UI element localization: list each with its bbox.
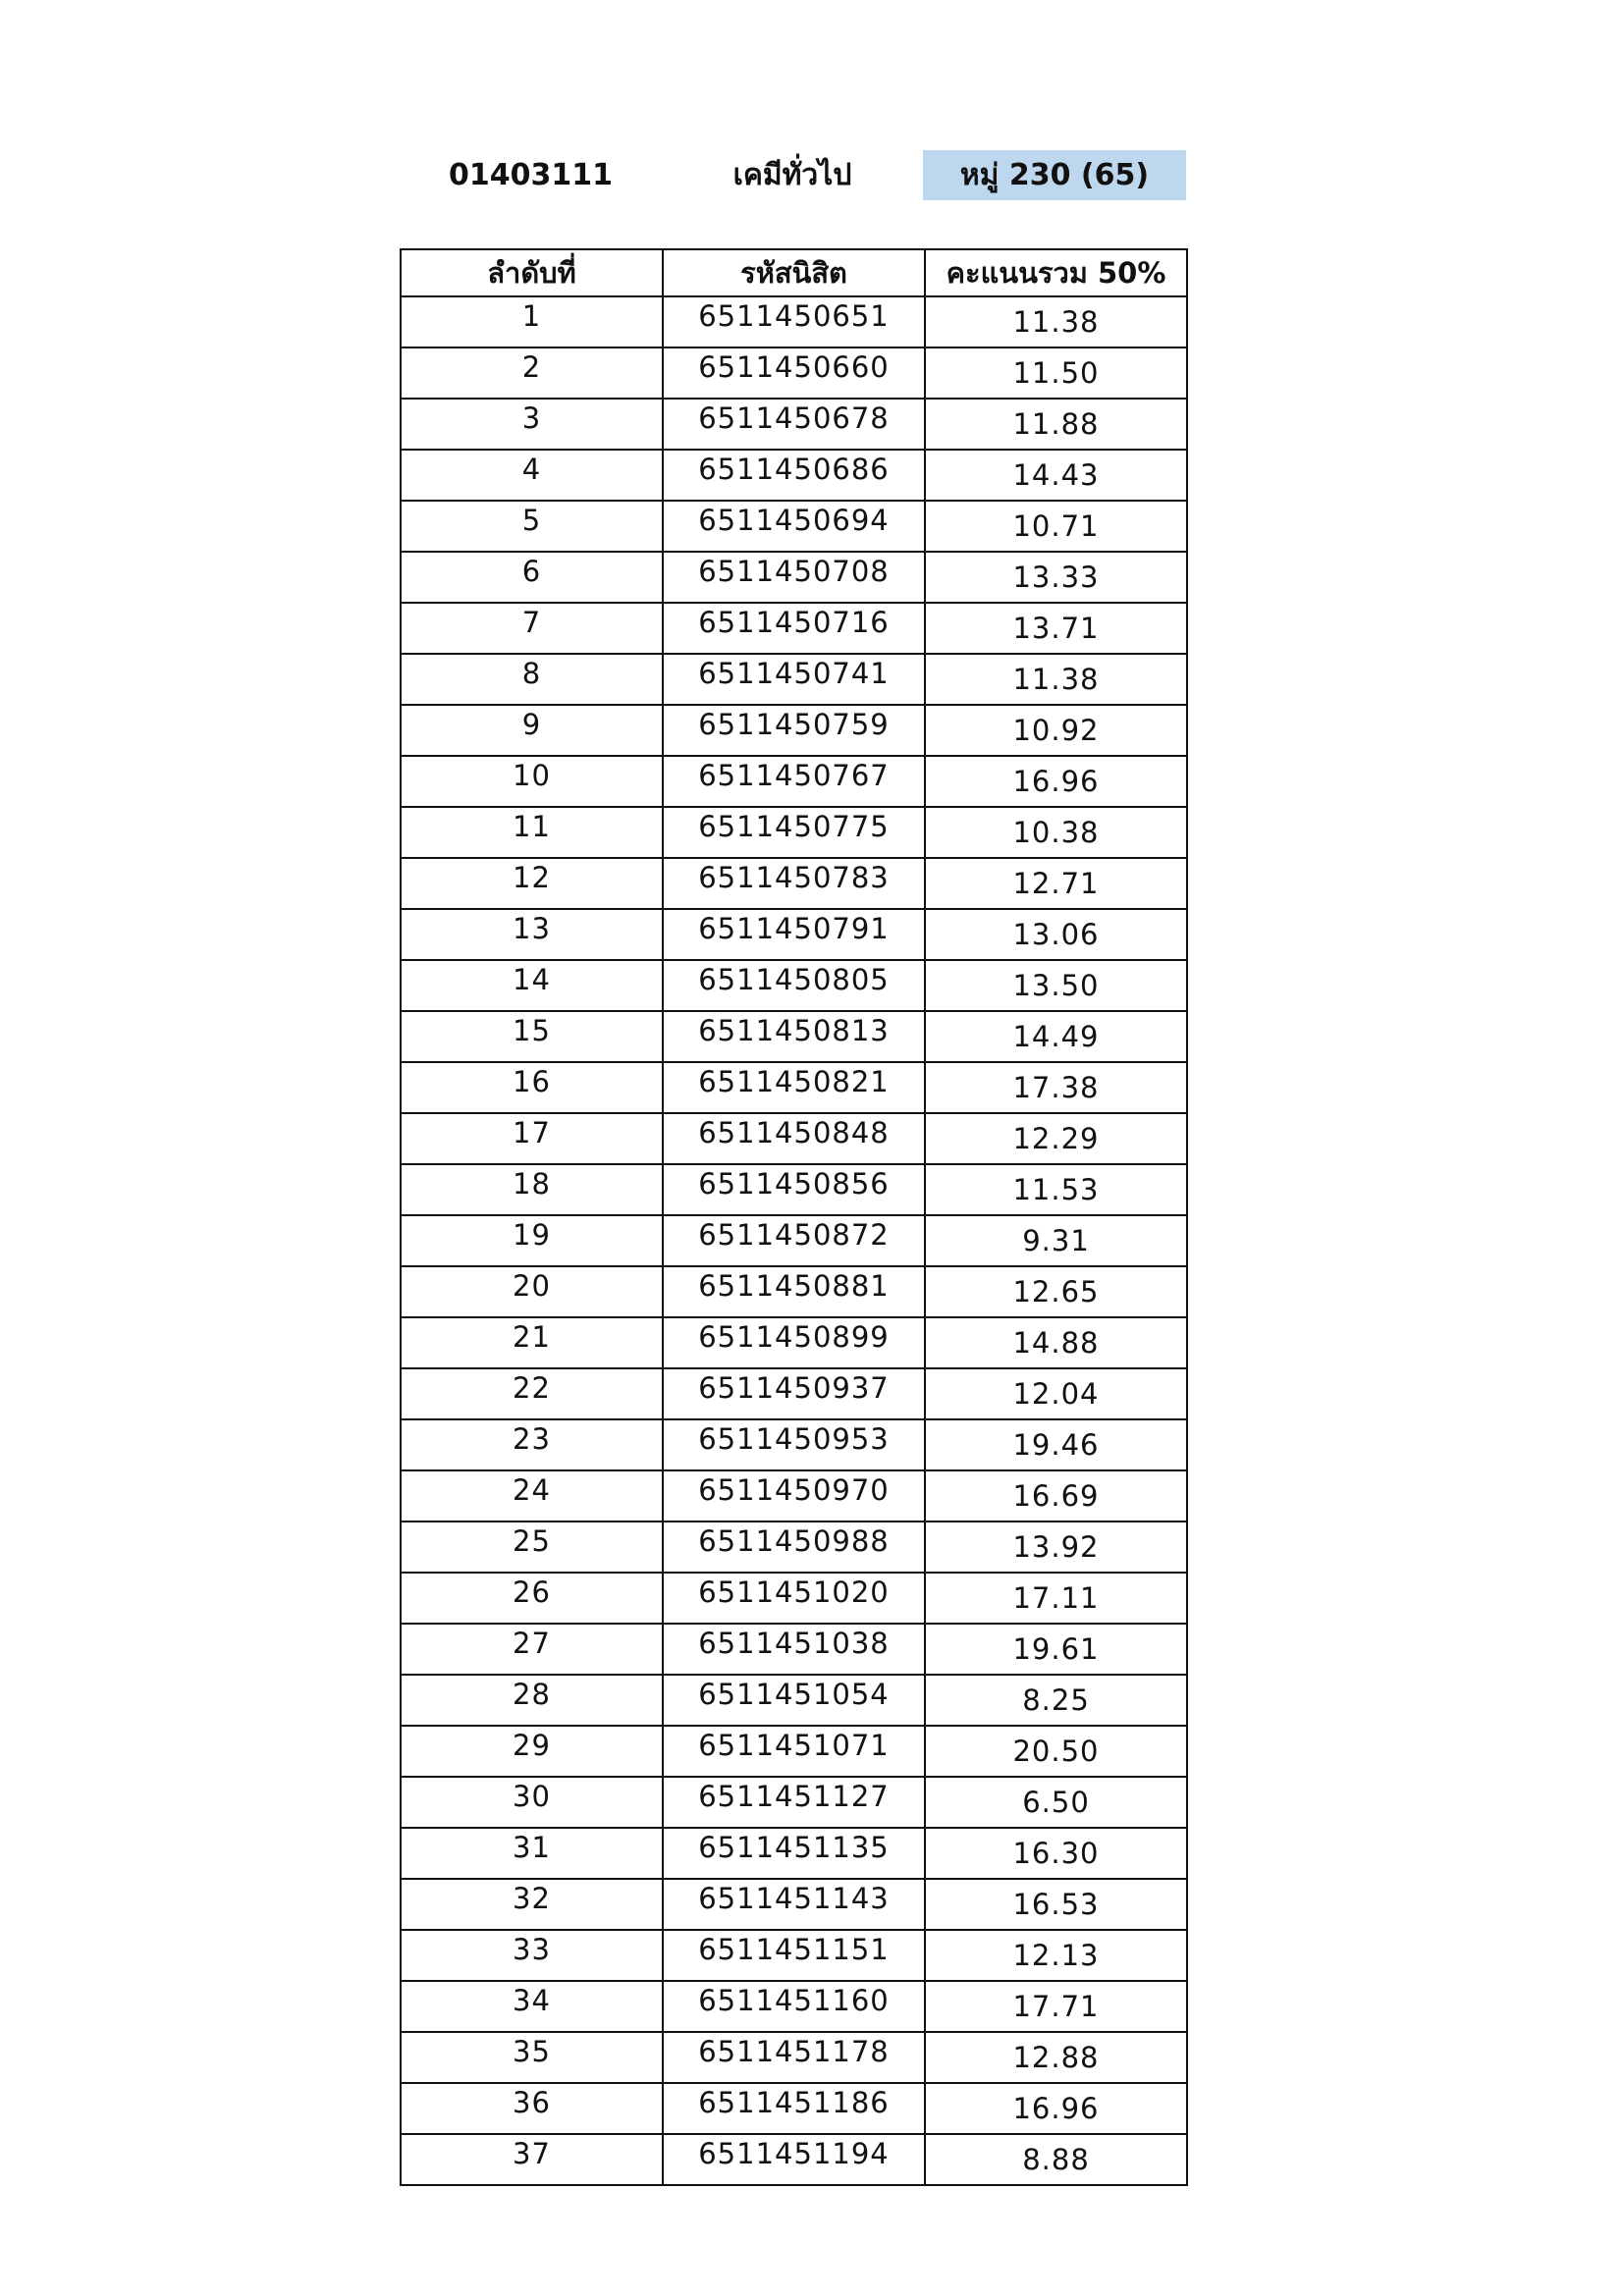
table-row bbox=[401, 1164, 1187, 1215]
row-student-id: 6511450741 bbox=[663, 654, 925, 705]
row-score: 12.29 bbox=[925, 1113, 1187, 1164]
row-student-id: 6511450708 bbox=[663, 552, 925, 603]
row-score: 12.65 bbox=[925, 1266, 1187, 1317]
row-score: 8.25 bbox=[925, 1675, 1187, 1726]
row-sequence: 19 bbox=[401, 1215, 663, 1266]
row-student-id: 6511450716 bbox=[663, 603, 925, 654]
table-row bbox=[401, 347, 1187, 399]
row-student-id: 6511451038 bbox=[663, 1624, 925, 1675]
row-score: 14.43 bbox=[925, 450, 1187, 501]
row-score: 19.46 bbox=[925, 1419, 1187, 1470]
row-score: 10.38 bbox=[925, 807, 1187, 858]
row-score: 17.38 bbox=[925, 1062, 1187, 1113]
row-score: 11.50 bbox=[925, 347, 1187, 399]
table-row bbox=[401, 501, 1187, 552]
row-sequence: 25 bbox=[401, 1522, 663, 1573]
row-score: 16.30 bbox=[925, 1828, 1187, 1879]
table-row bbox=[401, 1317, 1187, 1368]
row-sequence: 35 bbox=[401, 2032, 663, 2083]
table-row bbox=[401, 2032, 1187, 2083]
row-student-id: 6511450805 bbox=[663, 960, 925, 1011]
table-row bbox=[401, 1113, 1187, 1164]
row-sequence: 33 bbox=[401, 1930, 663, 1981]
row-student-id: 6511450848 bbox=[663, 1113, 925, 1164]
row-score: 13.71 bbox=[925, 603, 1187, 654]
row-score: 12.04 bbox=[925, 1368, 1187, 1419]
row-sequence: 31 bbox=[401, 1828, 663, 1879]
table-row bbox=[401, 960, 1187, 1011]
table-row bbox=[401, 1675, 1187, 1726]
table-row bbox=[401, 1011, 1187, 1062]
row-student-id: 6511450686 bbox=[663, 450, 925, 501]
row-score: 6.50 bbox=[925, 1777, 1187, 1828]
row-score: 13.92 bbox=[925, 1522, 1187, 1573]
row-student-id: 6511450775 bbox=[663, 807, 925, 858]
row-score: 10.92 bbox=[925, 705, 1187, 756]
table-row bbox=[401, 1777, 1187, 1828]
row-score: 13.50 bbox=[925, 960, 1187, 1011]
row-score: 17.11 bbox=[925, 1573, 1187, 1624]
table-row bbox=[401, 450, 1187, 501]
table-body bbox=[401, 296, 1187, 2185]
table-row bbox=[401, 705, 1187, 756]
row-sequence: 2 bbox=[401, 347, 663, 399]
row-student-id: 6511450791 bbox=[663, 909, 925, 960]
row-sequence: 22 bbox=[401, 1368, 663, 1419]
row-student-id: 6511450953 bbox=[663, 1419, 925, 1470]
row-student-id: 6511450767 bbox=[663, 756, 925, 807]
table-row bbox=[401, 1470, 1187, 1522]
row-student-id: 6511450988 bbox=[663, 1522, 925, 1573]
row-sequence: 11 bbox=[401, 807, 663, 858]
row-student-id: 6511450694 bbox=[663, 501, 925, 552]
row-student-id: 6511450678 bbox=[663, 399, 925, 450]
row-score: 14.49 bbox=[925, 1011, 1187, 1062]
table-row bbox=[401, 2134, 1187, 2185]
row-sequence: 30 bbox=[401, 1777, 663, 1828]
row-sequence: 8 bbox=[401, 654, 663, 705]
row-sequence: 6 bbox=[401, 552, 663, 603]
table-row bbox=[401, 654, 1187, 705]
row-student-id: 6511450759 bbox=[663, 705, 925, 756]
row-sequence: 3 bbox=[401, 399, 663, 450]
row-score: 11.38 bbox=[925, 296, 1187, 347]
table-row bbox=[401, 807, 1187, 858]
row-sequence: 21 bbox=[401, 1317, 663, 1368]
row-student-id: 6511451020 bbox=[663, 1573, 925, 1624]
row-student-id: 6511451160 bbox=[663, 1981, 925, 2032]
table-row bbox=[401, 1062, 1187, 1113]
row-score: 17.71 bbox=[925, 1981, 1187, 2032]
table-header-row bbox=[401, 249, 1187, 296]
row-student-id: 6511451151 bbox=[663, 1930, 925, 1981]
row-sequence: 20 bbox=[401, 1266, 663, 1317]
row-score: 12.88 bbox=[925, 2032, 1187, 2083]
row-score: 11.88 bbox=[925, 399, 1187, 450]
row-sequence: 7 bbox=[401, 603, 663, 654]
table-row bbox=[401, 756, 1187, 807]
row-sequence: 13 bbox=[401, 909, 663, 960]
row-score: 12.13 bbox=[925, 1930, 1187, 1981]
row-student-id: 6511451178 bbox=[663, 2032, 925, 2083]
row-sequence: 27 bbox=[401, 1624, 663, 1675]
row-student-id: 6511451143 bbox=[663, 1879, 925, 1930]
row-student-id: 6511451186 bbox=[663, 2083, 925, 2134]
row-score: 16.96 bbox=[925, 2083, 1187, 2134]
row-student-id: 6511450970 bbox=[663, 1470, 925, 1522]
table-row bbox=[401, 603, 1187, 654]
row-sequence: 18 bbox=[401, 1164, 663, 1215]
table-row bbox=[401, 1879, 1187, 1930]
row-score: 14.88 bbox=[925, 1317, 1187, 1368]
row-sequence: 16 bbox=[401, 1062, 663, 1113]
table-row bbox=[401, 1930, 1187, 1981]
row-score: 13.06 bbox=[925, 909, 1187, 960]
row-score: 10.71 bbox=[925, 501, 1187, 552]
row-student-id: 6511450899 bbox=[663, 1317, 925, 1368]
row-sequence: 24 bbox=[401, 1470, 663, 1522]
row-student-id: 6511450660 bbox=[663, 347, 925, 399]
table-row bbox=[401, 296, 1187, 347]
table-row bbox=[401, 1624, 1187, 1675]
row-sequence: 37 bbox=[401, 2134, 663, 2185]
row-student-id: 6511450783 bbox=[663, 858, 925, 909]
row-sequence: 34 bbox=[401, 1981, 663, 2032]
row-sequence: 32 bbox=[401, 1879, 663, 1930]
row-student-id: 6511451071 bbox=[663, 1726, 925, 1777]
table-row bbox=[401, 1522, 1187, 1573]
table-row bbox=[401, 909, 1187, 960]
row-score: 16.69 bbox=[925, 1470, 1187, 1522]
row-score: 12.71 bbox=[925, 858, 1187, 909]
row-sequence: 12 bbox=[401, 858, 663, 909]
row-sequence: 9 bbox=[401, 705, 663, 756]
row-student-id: 6511450651 bbox=[663, 296, 925, 347]
row-student-id: 6511450881 bbox=[663, 1266, 925, 1317]
row-sequence: 15 bbox=[401, 1011, 663, 1062]
row-sequence: 14 bbox=[401, 960, 663, 1011]
row-student-id: 6511450937 bbox=[663, 1368, 925, 1419]
row-student-id: 6511451127 bbox=[663, 1777, 925, 1828]
row-student-id: 6511451135 bbox=[663, 1828, 925, 1879]
table-row bbox=[401, 1726, 1187, 1777]
table-row bbox=[401, 858, 1187, 909]
row-student-id: 6511450856 bbox=[663, 1164, 925, 1215]
column-header-student-id: รหัสนิสิต bbox=[663, 249, 925, 296]
course-code: 01403111 bbox=[449, 158, 613, 192]
row-sequence: 10 bbox=[401, 756, 663, 807]
row-score: 9.31 bbox=[925, 1215, 1187, 1266]
row-student-id: 6511451054 bbox=[663, 1675, 925, 1726]
section-label: หมู่ 230 (65) bbox=[923, 150, 1186, 200]
course-name: เคมีทั่วไป bbox=[732, 158, 852, 192]
table-row bbox=[401, 1368, 1187, 1419]
row-score: 20.50 bbox=[925, 1726, 1187, 1777]
row-score: 8.88 bbox=[925, 2134, 1187, 2185]
table-row bbox=[401, 1981, 1187, 2032]
row-student-id: 6511450821 bbox=[663, 1062, 925, 1113]
row-sequence: 17 bbox=[401, 1113, 663, 1164]
row-score: 13.33 bbox=[925, 552, 1187, 603]
row-score: 11.38 bbox=[925, 654, 1187, 705]
row-sequence: 28 bbox=[401, 1675, 663, 1726]
table-row bbox=[401, 2083, 1187, 2134]
table-row bbox=[401, 552, 1187, 603]
table-row bbox=[401, 1266, 1187, 1317]
row-student-id: 6511450813 bbox=[663, 1011, 925, 1062]
row-sequence: 1 bbox=[401, 296, 663, 347]
row-score: 11.53 bbox=[925, 1164, 1187, 1215]
row-sequence: 36 bbox=[401, 2083, 663, 2134]
row-sequence: 26 bbox=[401, 1573, 663, 1624]
row-sequence: 23 bbox=[401, 1419, 663, 1470]
table-row bbox=[401, 1828, 1187, 1879]
table-row bbox=[401, 1573, 1187, 1624]
column-header-total-score: คะแนนรวม 50% bbox=[925, 249, 1187, 296]
row-score: 16.53 bbox=[925, 1879, 1187, 1930]
row-sequence: 29 bbox=[401, 1726, 663, 1777]
table-row bbox=[401, 399, 1187, 450]
table-row bbox=[401, 1215, 1187, 1266]
table-row bbox=[401, 1419, 1187, 1470]
row-student-id: 6511450872 bbox=[663, 1215, 925, 1266]
row-sequence: 5 bbox=[401, 501, 663, 552]
column-header-sequence: ลำดับที่ bbox=[401, 249, 663, 296]
score-table bbox=[400, 248, 1188, 2186]
row-student-id: 6511451194 bbox=[663, 2134, 925, 2185]
row-sequence: 4 bbox=[401, 450, 663, 501]
row-score: 16.96 bbox=[925, 756, 1187, 807]
row-score: 19.61 bbox=[925, 1624, 1187, 1675]
